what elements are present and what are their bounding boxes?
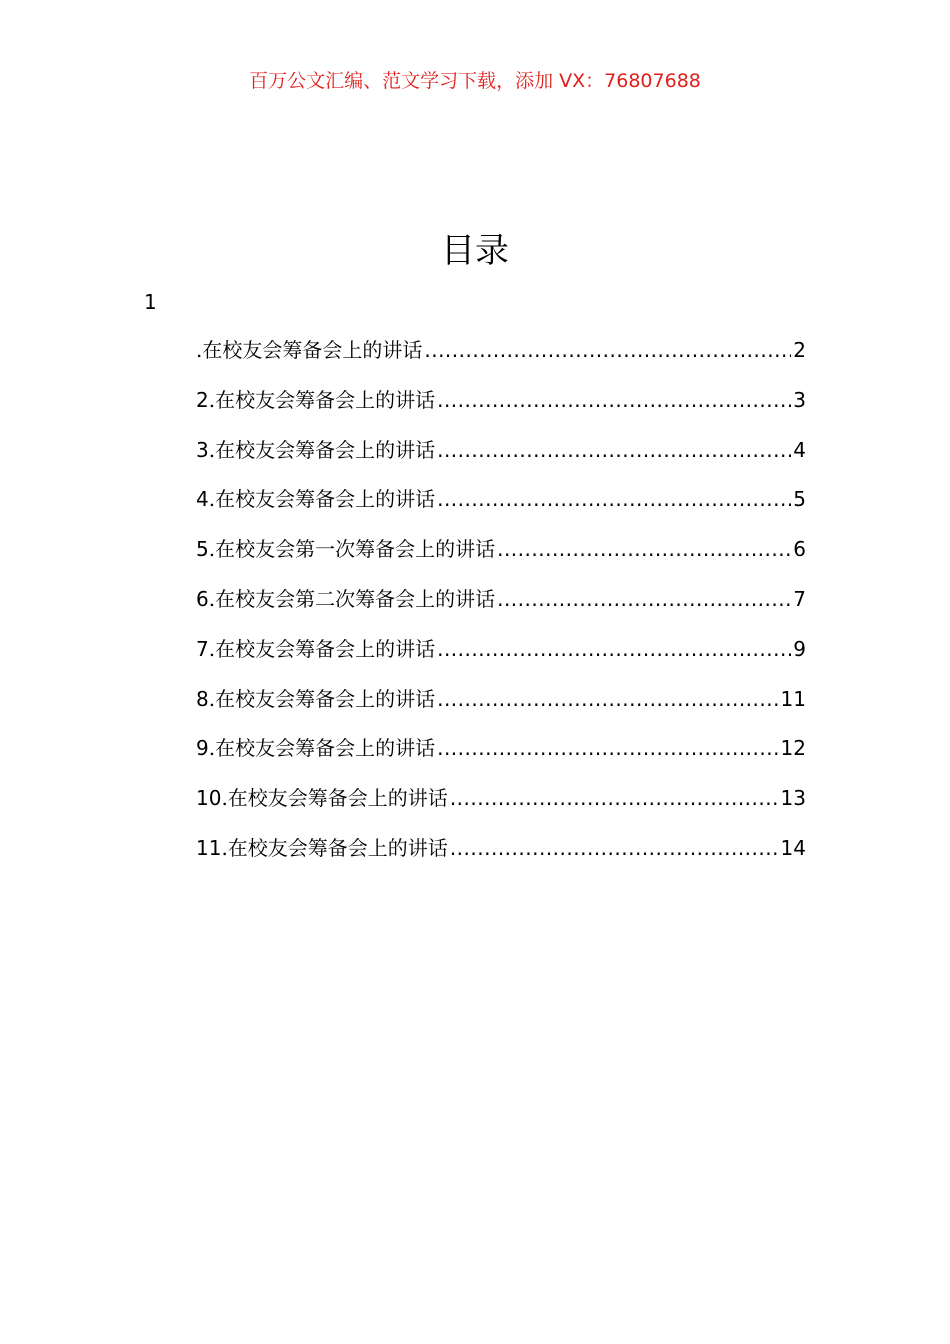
toc-list-number: 1 [144, 290, 157, 314]
toc-entry-page: 7 [793, 586, 806, 611]
toc-entry-title: .在校友会筹备会上的讲话 [221, 786, 448, 811]
toc-entry-number: 3 [196, 437, 209, 462]
toc-dot-leader [437, 386, 791, 414]
toc-entry[interactable] [196, 336, 806, 386]
toc-entry-page: 4 [793, 437, 806, 462]
toc-entry-page: 3 [793, 387, 806, 412]
toc-entry-number: 10 [196, 786, 222, 811]
toc-dot-leader [437, 436, 791, 464]
toc-entry-page: 13 [780, 786, 806, 811]
toc-entry[interactable] [196, 535, 806, 585]
toc-dot-leader [424, 336, 791, 364]
toc-entry-page: 6 [793, 537, 806, 562]
toc-entry[interactable] [196, 784, 806, 834]
toc-entry-number: 11 [196, 835, 222, 860]
toc-entry-page: 2 [793, 338, 806, 362]
toc-entry-number: 8 [196, 686, 209, 711]
toc-dot-leader [437, 734, 778, 762]
toc-entry[interactable] [196, 834, 806, 884]
toc-dot-leader [497, 535, 791, 563]
toc-entry-number: 4 [196, 487, 209, 512]
toc-entry-title: .在校友会筹备会上的讲话 [221, 835, 448, 860]
toc-entry-title: .在校友会筹备会上的讲话 [208, 487, 436, 512]
toc-dot-leader [437, 685, 778, 713]
toc-entry-title: .在校友会筹备会上的讲话 [208, 686, 436, 711]
toc-entry[interactable] [196, 386, 806, 436]
toc-entry-page: 11 [780, 686, 806, 711]
toc-entry-number: 2 [196, 387, 209, 412]
toc-entry-number: 5 [196, 537, 209, 562]
toc-entry[interactable] [196, 485, 806, 535]
header-note: 百万公文汇编、范文学习下载，添加 VX：76807688 [249, 70, 701, 92]
toc-title: 目录 [441, 231, 509, 271]
toc-list [196, 336, 806, 884]
toc-dot-leader [450, 834, 779, 862]
toc-entry[interactable] [196, 585, 806, 635]
toc-entry-page: 12 [780, 736, 806, 761]
toc-entry-title: .在校友会筹备会上的讲话 [208, 736, 436, 761]
toc-entry-title: .在校友会筹备会上的讲话 [208, 437, 436, 462]
toc-dot-leader [497, 585, 791, 613]
toc-entry-title: .在校友会第一次筹备会上的讲话 [208, 537, 496, 562]
toc-entry[interactable] [196, 436, 806, 486]
toc-entry-number: 9 [196, 736, 209, 761]
toc-entry-title: .在校友会筹备会上的讲话 [208, 387, 436, 412]
toc-entry-title: .在校友会第二次筹备会上的讲话 [208, 586, 496, 611]
toc-dot-leader [450, 784, 779, 812]
toc-entry-title: .在校友会筹备会上的讲话 [196, 338, 423, 362]
toc-entry-page: 5 [793, 487, 806, 512]
toc-dot-leader [437, 635, 791, 663]
toc-entry[interactable] [196, 685, 806, 735]
toc-entry[interactable] [196, 734, 806, 784]
toc-entry-title: .在校友会筹备会上的讲话 [208, 636, 436, 661]
toc-entry-number: 6 [196, 586, 209, 611]
toc-entry-page: 14 [780, 835, 806, 860]
toc-entry-page: 9 [793, 636, 806, 661]
toc-dot-leader [437, 485, 791, 513]
toc-entry[interactable] [196, 635, 806, 685]
toc-entry-number: 7 [196, 636, 209, 661]
